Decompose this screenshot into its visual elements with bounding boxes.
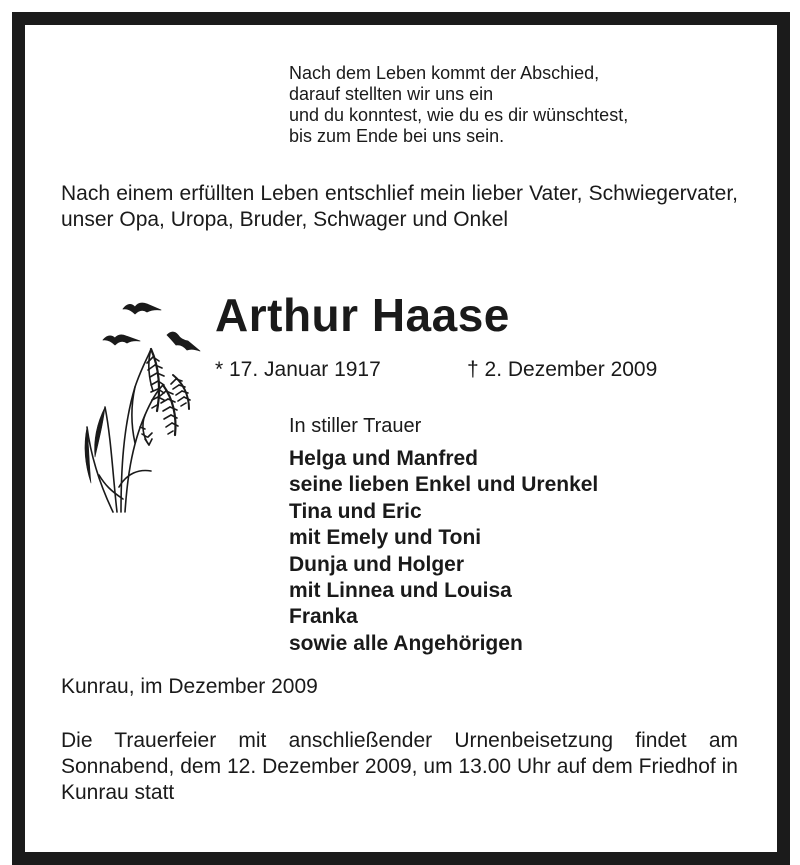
verse-line: bis zum Ende bei uns sein. [289, 126, 505, 146]
mourner-line: Helga und Manfred [289, 447, 479, 470]
mourners-list [289, 446, 598, 657]
verse [289, 63, 628, 147]
mourner-line: Tina und Eric [289, 499, 422, 523]
mourner-line: sowie alle Angehörigen [289, 631, 523, 655]
service-details: Die Trauerfeier mit anschließender Urnenbeisetzung findet am Sonnabend, dem 12. Dezember 2009, um 13.00 Uhr auf dem Friedhof in Kunrau statt [61, 729, 738, 804]
mourning-label: In stiller Trauer [289, 415, 422, 437]
mourner-line: mit Emely und Toni [289, 526, 482, 550]
obituary-frame [12, 12, 790, 865]
verse-line: Nach dem Leben kommt der Abschied, [289, 63, 600, 83]
place-date: Kunrau, im Dezember 2009 [61, 675, 318, 698]
death-date: † 2. Dezember 2009 [467, 358, 658, 381]
verse-line: darauf stellten wir uns ein [289, 84, 494, 104]
mourner-line: mit Linnea und Louisa [289, 579, 512, 603]
intro-text: Nach einem erfüllten Leben entschlief mein lieber Vater, Schwiegervater, unser Opa, Uropa, Bruder, Schwager und Onkel [61, 182, 738, 231]
verse-line: und du konntest, wie du es dir wünschtest, [289, 105, 629, 125]
mourner-line: Dunja und Holger [289, 552, 464, 576]
life-dates [215, 357, 658, 383]
birth-date: * 17. Januar 1917 [215, 358, 381, 381]
mourner-line: Franka [289, 605, 358, 629]
deceased-name: Arthur Haase [215, 289, 510, 341]
reeds-and-birds-icon [65, 287, 205, 517]
mourner-line: seine lieben Enkel und Urenkel [289, 473, 599, 497]
